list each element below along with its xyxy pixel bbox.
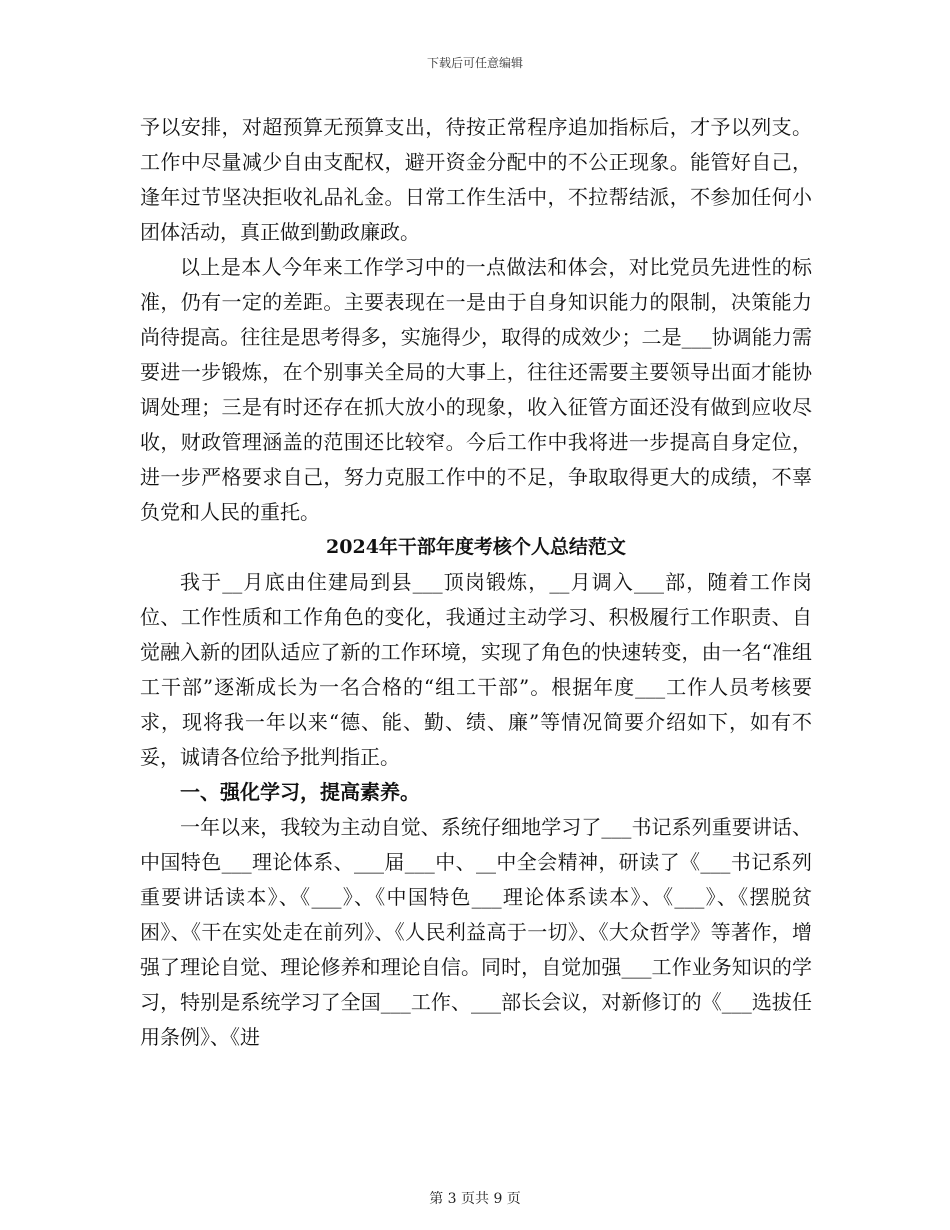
paragraph-1: 予以安排，对超预算无预算支出，待按正常程序追加指标后，才予以列支。工作中尽量减少自由支配权，避开资金分配中的不公正现象。能管好自己，逢年过节坚决拒收礼品礼金。日常工作生活中，不拉帮结派，不参加任何小团体活动，真正做到勤政廉政。 [140,115,812,244]
page-footer: 第 3 页共 9 页 [429,1191,521,1207]
paragraph-3: 我于__月底由住建局到县___顶岗锻炼，__月调入___部，随着工作岗位、工作性质和工作角色的变化，我通过主动学习、积极履行工作职责、自觉融入新的团队适应了新的工作环境，实现了角色的快速转变，由一名“准组工干部”逐渐成长为一名合格的“组工干部”。根据年度___工作人员考核要求，现将我一年以来“德、能、勤、绩、廉”等情况简要介绍如下，如有不妥，诚请各位给予批判指正。 [140,570,812,769]
document-body [140,110,812,1055]
paragraph-4: 一年以来，我较为主动自觉、系统仔细地学习了___书记系列重要讲话、中国特色___理论体系、___届___中、__中全会精神，研读了《___书记系列重要讲话读本》、《___》、《中国特色___理论体系读本》、《___》、《摆脱贫困》、《干在实处走在前列》、《人民利益高于一切》、《大众哲学》等著作，增强了理论自觉、理论修养和理论自信。同时，自觉加强___工作业务知识的学习，特别是系统学习了全国___工作、___部长会议，对新修订的《___选拔任用条例》、《进 [140,815,812,1049]
paragraph-2: 以上是本人今年来工作学习中的一点做法和体会，对比党员先进性的标准，仍有一定的差距。主要表现在一是由于自身知识能力的限制，决策能力尚待提高。往往是思考得多，实施得少，取得的成效少；二是___协调能力需要进一步锻炼，在个别事关全局的大事上，往往还需要主要领导出面才能协调处理；三是有时还存在抓大放小的现象，收入征管方面还没有做到应收尽收，财政管理涵盖的范围还比较窄。今后工作中我将进一步提高自身定位，进一步严格要求自己，努力克服工作中的不足，争取取得更大的成绩，不辜负党和人民的重托。 [140,255,812,524]
section-title: 2024年干部年度考核个人总结范文 [326,536,626,558]
heading-1: 一、强化学习，提高素养。 [180,780,420,804]
page-header: 下载后可任意编辑 [426,56,523,70]
